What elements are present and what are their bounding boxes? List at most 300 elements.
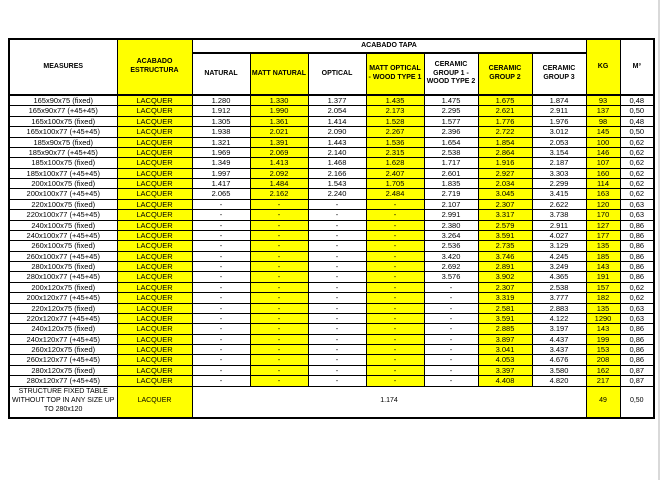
estructura-cell: LACQUER — [117, 199, 192, 209]
price-cell-ceramic-group-3: 4.365 — [532, 272, 586, 282]
m3-cell: 0,62 — [620, 179, 654, 189]
price-cell-optical: - — [308, 355, 366, 365]
estructura-cell: LACQUER — [117, 189, 192, 199]
price-cell-natural: 1.417 — [192, 179, 250, 189]
price-cell-natural: - — [192, 272, 250, 282]
m3-cell: 0,62 — [620, 293, 654, 303]
price-cell-ceramic-group-1: 2.601 — [424, 168, 478, 178]
price-cell-optical: - — [308, 345, 366, 355]
price-cell-ceramic-group-2: 3.902 — [478, 272, 532, 282]
price-cell-matt-natural: - — [250, 251, 308, 261]
price-cell-ceramic-group-2: 2.891 — [478, 262, 532, 272]
estructura-cell: LACQUER — [117, 147, 192, 157]
estructura-cell: LACQUER — [117, 158, 192, 168]
price-cell-optical: - — [308, 220, 366, 230]
header-estructura: ACABADO ESTRUCTURA — [117, 39, 192, 95]
table-row — [9, 230, 654, 240]
price-cell-optical: 1.377 — [308, 95, 366, 106]
m3-cell: 0,63 — [620, 303, 654, 313]
m3-cell: 0,63 — [620, 313, 654, 323]
price-cell-optical: - — [308, 282, 366, 292]
price-cell-matt-optical: 2.407 — [366, 168, 424, 178]
price-cell-ceramic-group-2: 2.927 — [478, 168, 532, 178]
kg-cell: 208 — [586, 355, 620, 365]
price-cell-ceramic-group-1: 1.835 — [424, 179, 478, 189]
estructura-cell: LACQUER — [117, 324, 192, 334]
price-cell-ceramic-group-3: 3.249 — [532, 262, 586, 272]
header-kg: KG — [586, 39, 620, 95]
price-cell-matt-optical: - — [366, 220, 424, 230]
price-cell-matt-optical: - — [366, 293, 424, 303]
price-cell-ceramic-group-3: 4.437 — [532, 334, 586, 344]
m3-cell: 0,48 — [620, 95, 654, 106]
price-cell-optical: 2.166 — [308, 168, 366, 178]
m3-cell: 0,63 — [620, 199, 654, 209]
measure-cell: 280x100x75 (fixed) — [9, 262, 117, 272]
price-cell-matt-natural: 2.092 — [250, 168, 308, 178]
price-cell-natural: - — [192, 199, 250, 209]
table-row — [9, 95, 654, 106]
price-cell-optical: - — [308, 199, 366, 209]
measure-cell: 165x90x77 (+45+45) — [9, 106, 117, 116]
header-optical: OPTICAL — [308, 53, 366, 95]
estructura-cell: LACQUER — [117, 220, 192, 230]
price-cell-natural: 1.305 — [192, 116, 250, 126]
m3-cell: 0,50 — [620, 127, 654, 137]
price-cell-matt-optical: 2.173 — [366, 106, 424, 116]
measure-cell: 200x100x75 (fixed) — [9, 179, 117, 189]
kg-cell: 93 — [586, 95, 620, 106]
price-cell-ceramic-group-3: 4.820 — [532, 376, 586, 386]
estructura-cell: LACQUER — [117, 355, 192, 365]
estructura-cell: LACQUER — [117, 241, 192, 251]
price-cell-ceramic-group-3: 2.187 — [532, 158, 586, 168]
price-cell-matt-optical: - — [366, 334, 424, 344]
price-cell-ceramic-group-2: 4.053 — [478, 355, 532, 365]
price-cell-matt-optical: - — [366, 345, 424, 355]
kg-cell: 182 — [586, 293, 620, 303]
price-cell-optical: - — [308, 365, 366, 375]
kg-cell: 135 — [586, 241, 620, 251]
price-cell-natural: - — [192, 313, 250, 323]
kg-cell: 100 — [586, 137, 620, 147]
price-cell-ceramic-group-1: 2.380 — [424, 220, 478, 230]
kg-cell: 143 — [586, 324, 620, 334]
table-row — [9, 179, 654, 189]
price-cell-ceramic-group-2: 2.885 — [478, 324, 532, 334]
estructura-cell: LACQUER — [117, 303, 192, 313]
price-cell-ceramic-group-1: - — [424, 303, 478, 313]
price-cell-matt-optical: - — [366, 303, 424, 313]
price-cell-ceramic-group-3: 2.622 — [532, 199, 586, 209]
price-cell-matt-optical: 1.536 — [366, 137, 424, 147]
price-cell-matt-natural: 2.069 — [250, 147, 308, 157]
estructura-cell: LACQUER — [117, 293, 192, 303]
price-cell-ceramic-group-1: - — [424, 324, 478, 334]
price-cell-matt-natural: 1.990 — [250, 106, 308, 116]
price-cell-matt-natural: - — [250, 313, 308, 323]
price-cell-ceramic-group-2: 1.675 — [478, 95, 532, 106]
price-cell-optical: - — [308, 230, 366, 240]
price-cell-ceramic-group-1: - — [424, 334, 478, 344]
measure-cell: 200x100x77 (+45+45) — [9, 189, 117, 199]
table-row — [9, 147, 654, 157]
estructura-cell: LACQUER — [117, 272, 192, 282]
price-cell-ceramic-group-1: 2.991 — [424, 210, 478, 220]
m3-cell: 0,62 — [620, 147, 654, 157]
table-row — [9, 345, 654, 355]
price-cell-natural: - — [192, 324, 250, 334]
price-cell-ceramic-group-3: 4.027 — [532, 230, 586, 240]
price-cell-ceramic-group-2: 3.319 — [478, 293, 532, 303]
price-cell-ceramic-group-2: 2.722 — [478, 127, 532, 137]
price-cell-ceramic-group-3: 3.415 — [532, 189, 586, 199]
footer-estructura-cell: LACQUER — [117, 386, 192, 418]
price-cell-ceramic-group-3: 3.129 — [532, 241, 586, 251]
price-cell-ceramic-group-2: 2.579 — [478, 220, 532, 230]
price-cell-natural: - — [192, 241, 250, 251]
price-cell-ceramic-group-3: 2.883 — [532, 303, 586, 313]
price-cell-ceramic-group-3: 4.676 — [532, 355, 586, 365]
kg-cell: 199 — [586, 334, 620, 344]
price-cell-matt-optical: - — [366, 272, 424, 282]
price-cell-ceramic-group-2: 4.408 — [478, 376, 532, 386]
price-cell-ceramic-group-3: 3.437 — [532, 345, 586, 355]
estructura-cell: LACQUER — [117, 251, 192, 261]
price-cell-optical: 2.054 — [308, 106, 366, 116]
measure-cell: 240x120x77 (+45+45) — [9, 334, 117, 344]
table-row — [9, 220, 654, 230]
estructura-cell: LACQUER — [117, 345, 192, 355]
measure-cell: 200x120x77 (+45+45) — [9, 293, 117, 303]
price-cell-optical: 1.543 — [308, 179, 366, 189]
price-cell-matt-natural: - — [250, 324, 308, 334]
price-cell-optical: - — [308, 272, 366, 282]
price-cell-natural: 1.349 — [192, 158, 250, 168]
measure-cell: 185x90x77 (+45+45) — [9, 147, 117, 157]
footer-m3-cell: 0,50 — [620, 386, 654, 418]
measure-cell: 185x100x75 (fixed) — [9, 158, 117, 168]
kg-cell: 162 — [586, 365, 620, 375]
price-cell-ceramic-group-3: 3.197 — [532, 324, 586, 334]
measure-cell: 280x120x75 (fixed) — [9, 365, 117, 375]
price-cell-matt-optical: - — [366, 241, 424, 251]
estructura-cell: LACQUER — [117, 376, 192, 386]
header-acabado-tapa-group: ACABADO TAPA — [192, 39, 586, 53]
price-cell-ceramic-group-3: 2.538 — [532, 282, 586, 292]
measure-cell: 280x120x77 (+45+45) — [9, 376, 117, 386]
price-cell-ceramic-group-1: 2.295 — [424, 106, 478, 116]
price-cell-ceramic-group-1: 1.475 — [424, 95, 478, 106]
price-cell-optical: 2.240 — [308, 189, 366, 199]
price-cell-natural: - — [192, 251, 250, 261]
table-row — [9, 334, 654, 344]
m3-cell: 0,62 — [620, 158, 654, 168]
measure-cell: 165x100x77 (+45+45) — [9, 127, 117, 137]
header-natural: NATURAL — [192, 53, 250, 95]
measure-cell: 220x100x77 (+45+45) — [9, 210, 117, 220]
header-ceramic-group-3: CERAMIC GROUP 3 — [532, 53, 586, 95]
m3-cell: 0,63 — [620, 210, 654, 220]
estructura-cell: LACQUER — [117, 210, 192, 220]
table-row — [9, 365, 654, 375]
table-footer — [9, 386, 654, 418]
price-cell-matt-optical: - — [366, 251, 424, 261]
measure-cell: 165x90x75 (fixed) — [9, 95, 117, 106]
measure-cell: 240x100x77 (+45+45) — [9, 230, 117, 240]
price-cell-matt-optical: - — [366, 355, 424, 365]
price-cell-matt-natural: - — [250, 199, 308, 209]
table-row — [9, 303, 654, 313]
measure-cell: 260x120x75 (fixed) — [9, 345, 117, 355]
header-matt-natural: MATT NATURAL — [250, 53, 308, 95]
price-cell-ceramic-group-2: 2.735 — [478, 241, 532, 251]
price-cell-matt-natural: - — [250, 220, 308, 230]
price-cell-matt-natural: - — [250, 345, 308, 355]
measure-cell: 260x120x77 (+45+45) — [9, 355, 117, 365]
table-row — [9, 199, 654, 209]
price-cell-ceramic-group-3: 1.874 — [532, 95, 586, 106]
m3-cell: 0,86 — [620, 262, 654, 272]
price-cell-optical: - — [308, 324, 366, 334]
price-cell-optical: 2.090 — [308, 127, 366, 137]
price-cell-natural: - — [192, 365, 250, 375]
price-cell-optical: 2.140 — [308, 147, 366, 157]
table-row — [9, 282, 654, 292]
price-cell-matt-natural: - — [250, 272, 308, 282]
kg-cell: 177 — [586, 230, 620, 240]
m3-cell: 0,62 — [620, 189, 654, 199]
price-cell-natural: 1.969 — [192, 147, 250, 157]
price-cell-optical: 1.443 — [308, 137, 366, 147]
price-cell-natural: - — [192, 345, 250, 355]
price-cell-matt-optical: 2.484 — [366, 189, 424, 199]
header-m3: M³ — [620, 39, 654, 95]
price-cell-ceramic-group-1: 3.576 — [424, 272, 478, 282]
kg-cell: 98 — [586, 116, 620, 126]
price-cell-ceramic-group-3: 4.245 — [532, 251, 586, 261]
price-cell-matt-optical: 1.705 — [366, 179, 424, 189]
price-cell-ceramic-group-2: 1.916 — [478, 158, 532, 168]
table-row — [9, 262, 654, 272]
footer-row — [9, 386, 654, 418]
price-cell-matt-optical: - — [366, 210, 424, 220]
table-header — [9, 39, 654, 95]
price-cell-matt-natural: - — [250, 376, 308, 386]
kg-cell: 217 — [586, 376, 620, 386]
price-cell-natural: 1.280 — [192, 95, 250, 106]
estructura-cell: LACQUER — [117, 116, 192, 126]
price-cell-natural: - — [192, 355, 250, 365]
m3-cell: 0,86 — [620, 334, 654, 344]
footer-measure-cell: STRUCTURE FIXED TABLE WITHOUT TOP IN ANY SIZE UP TO 280x120 — [9, 386, 117, 418]
price-cell-matt-optical: - — [366, 230, 424, 240]
price-cell-natural: 1.912 — [192, 106, 250, 116]
price-cell-ceramic-group-3: 3.303 — [532, 168, 586, 178]
price-cell-natural: - — [192, 262, 250, 272]
price-cell-ceramic-group-3: 2.911 — [532, 106, 586, 116]
header-ceramic-group-2: CERAMIC GROUP 2 — [478, 53, 532, 95]
measure-cell: 200x120x75 (fixed) — [9, 282, 117, 292]
price-cell-optical: - — [308, 293, 366, 303]
price-cell-ceramic-group-2: 3.317 — [478, 210, 532, 220]
m3-cell: 0,87 — [620, 376, 654, 386]
price-cell-ceramic-group-1: - — [424, 376, 478, 386]
price-cell-matt-natural: 2.162 — [250, 189, 308, 199]
price-cell-natural: - — [192, 334, 250, 344]
price-cell-ceramic-group-1: 2.536 — [424, 241, 478, 251]
estructura-cell: LACQUER — [117, 95, 192, 106]
price-cell-matt-natural: - — [250, 241, 308, 251]
price-cell-natural: - — [192, 230, 250, 240]
price-cell-matt-optical: - — [366, 324, 424, 334]
kg-cell: 143 — [586, 262, 620, 272]
price-cell-ceramic-group-2: 2.864 — [478, 147, 532, 157]
table-row — [9, 324, 654, 334]
price-cell-natural: - — [192, 376, 250, 386]
table-row — [9, 293, 654, 303]
measure-cell: 240x100x75 (fixed) — [9, 220, 117, 230]
m3-cell: 0,86 — [620, 345, 654, 355]
price-cell-optical: - — [308, 251, 366, 261]
kg-cell: 120 — [586, 199, 620, 209]
kg-cell: 170 — [586, 210, 620, 220]
price-cell-matt-natural: - — [250, 303, 308, 313]
price-cell-optical: - — [308, 262, 366, 272]
m3-cell: 0,62 — [620, 137, 654, 147]
m3-cell: 0,86 — [620, 230, 654, 240]
estructura-cell: LACQUER — [117, 262, 192, 272]
m3-cell: 0,86 — [620, 272, 654, 282]
price-cell-matt-natural: - — [250, 282, 308, 292]
price-cell-matt-optical: 2.315 — [366, 147, 424, 157]
price-cell-ceramic-group-2: 3.897 — [478, 334, 532, 344]
measure-cell: 220x120x75 (fixed) — [9, 303, 117, 313]
estructura-cell: LACQUER — [117, 106, 192, 116]
header-matt-optical-wood-type-1: MATT OPTICAL - WOOD TYPE 1 — [366, 53, 424, 95]
price-cell-ceramic-group-3: 2.911 — [532, 220, 586, 230]
price-cell-natural: - — [192, 220, 250, 230]
kg-cell: 191 — [586, 272, 620, 282]
footer-kg-cell: 49 — [586, 386, 620, 418]
price-cell-ceramic-group-1: - — [424, 365, 478, 375]
price-cell-matt-natural: - — [250, 262, 308, 272]
header-ceramic-group-1-wood-type-2: CERAMIC GROUP 1 - WOOD TYPE 2 — [424, 53, 478, 95]
price-cell-matt-natural: - — [250, 230, 308, 240]
kg-cell: 1290 — [586, 313, 620, 323]
price-cell-ceramic-group-2: 3.041 — [478, 345, 532, 355]
price-cell-optical: - — [308, 313, 366, 323]
table-row — [9, 158, 654, 168]
price-cell-ceramic-group-2: 3.746 — [478, 251, 532, 261]
price-cell-ceramic-group-3: 3.154 — [532, 147, 586, 157]
price-cell-optical: - — [308, 303, 366, 313]
table-row — [9, 241, 654, 251]
price-cell-ceramic-group-3: 3.738 — [532, 210, 586, 220]
header-measures: MEASURES — [9, 39, 117, 95]
price-cell-natural: 1.321 — [192, 137, 250, 147]
estructura-cell: LACQUER — [117, 179, 192, 189]
price-cell-optical: 1.468 — [308, 158, 366, 168]
price-cell-ceramic-group-2: 3.045 — [478, 189, 532, 199]
price-cell-matt-natural: 1.391 — [250, 137, 308, 147]
price-cell-ceramic-group-1: 1.577 — [424, 116, 478, 126]
price-cell-matt-optical: - — [366, 282, 424, 292]
price-cell-natural: - — [192, 282, 250, 292]
kg-cell: 107 — [586, 158, 620, 168]
kg-cell: 146 — [586, 147, 620, 157]
price-cell-matt-natural: 1.413 — [250, 158, 308, 168]
price-cell-natural: - — [192, 210, 250, 220]
price-cell-ceramic-group-3: 2.053 — [532, 137, 586, 147]
table-row — [9, 116, 654, 126]
price-table — [8, 38, 655, 419]
price-cell-optical: - — [308, 376, 366, 386]
measure-cell: 260x100x77 (+45+45) — [9, 251, 117, 261]
price-cell-matt-optical: - — [366, 313, 424, 323]
price-cell-ceramic-group-2: 1.854 — [478, 137, 532, 147]
kg-cell: 185 — [586, 251, 620, 261]
price-cell-ceramic-group-1: - — [424, 282, 478, 292]
price-cell-ceramic-group-1: 2.396 — [424, 127, 478, 137]
estructura-cell: LACQUER — [117, 313, 192, 323]
measure-cell: 165x100x75 (fixed) — [9, 116, 117, 126]
kg-cell: 137 — [586, 106, 620, 116]
kg-cell: 114 — [586, 179, 620, 189]
price-cell-ceramic-group-1: 1.717 — [424, 158, 478, 168]
price-cell-ceramic-group-1: - — [424, 313, 478, 323]
kg-cell: 157 — [586, 282, 620, 292]
price-cell-matt-natural: - — [250, 334, 308, 344]
kg-cell: 135 — [586, 303, 620, 313]
table-row — [9, 251, 654, 261]
estructura-cell: LACQUER — [117, 334, 192, 344]
table-row — [9, 189, 654, 199]
table-row — [9, 127, 654, 137]
estructura-cell: LACQUER — [117, 282, 192, 292]
price-cell-ceramic-group-3: 3.012 — [532, 127, 586, 137]
price-cell-ceramic-group-2: 2.307 — [478, 282, 532, 292]
price-cell-ceramic-group-3: 3.777 — [532, 293, 586, 303]
table-row — [9, 313, 654, 323]
price-cell-ceramic-group-1: 2.692 — [424, 262, 478, 272]
price-cell-ceramic-group-3: 3.580 — [532, 365, 586, 375]
price-cell-ceramic-group-3: 2.299 — [532, 179, 586, 189]
price-cell-natural: - — [192, 293, 250, 303]
table-body — [9, 95, 654, 386]
price-cell-optical: 1.414 — [308, 116, 366, 126]
price-cell-natural: 1.938 — [192, 127, 250, 137]
price-cell-ceramic-group-1: 1.654 — [424, 137, 478, 147]
price-cell-matt-natural: - — [250, 355, 308, 365]
m3-cell: 0,86 — [620, 220, 654, 230]
footer-merged-price-cell: 1.174 — [192, 386, 586, 418]
price-cell-natural: 2.065 — [192, 189, 250, 199]
price-cell-optical: - — [308, 241, 366, 251]
price-cell-natural: - — [192, 303, 250, 313]
price-cell-matt-natural: 1.484 — [250, 179, 308, 189]
price-cell-ceramic-group-2: 3.591 — [478, 230, 532, 240]
table-row — [9, 272, 654, 282]
kg-cell: 160 — [586, 168, 620, 178]
price-cell-ceramic-group-3: 4.122 — [532, 313, 586, 323]
price-cell-matt-optical: 1.528 — [366, 116, 424, 126]
price-cell-ceramic-group-2: 3.397 — [478, 365, 532, 375]
m3-cell: 0,86 — [620, 355, 654, 365]
price-cell-ceramic-group-1: - — [424, 293, 478, 303]
measure-cell: 260x100x75 (fixed) — [9, 241, 117, 251]
m3-cell: 0,86 — [620, 251, 654, 261]
